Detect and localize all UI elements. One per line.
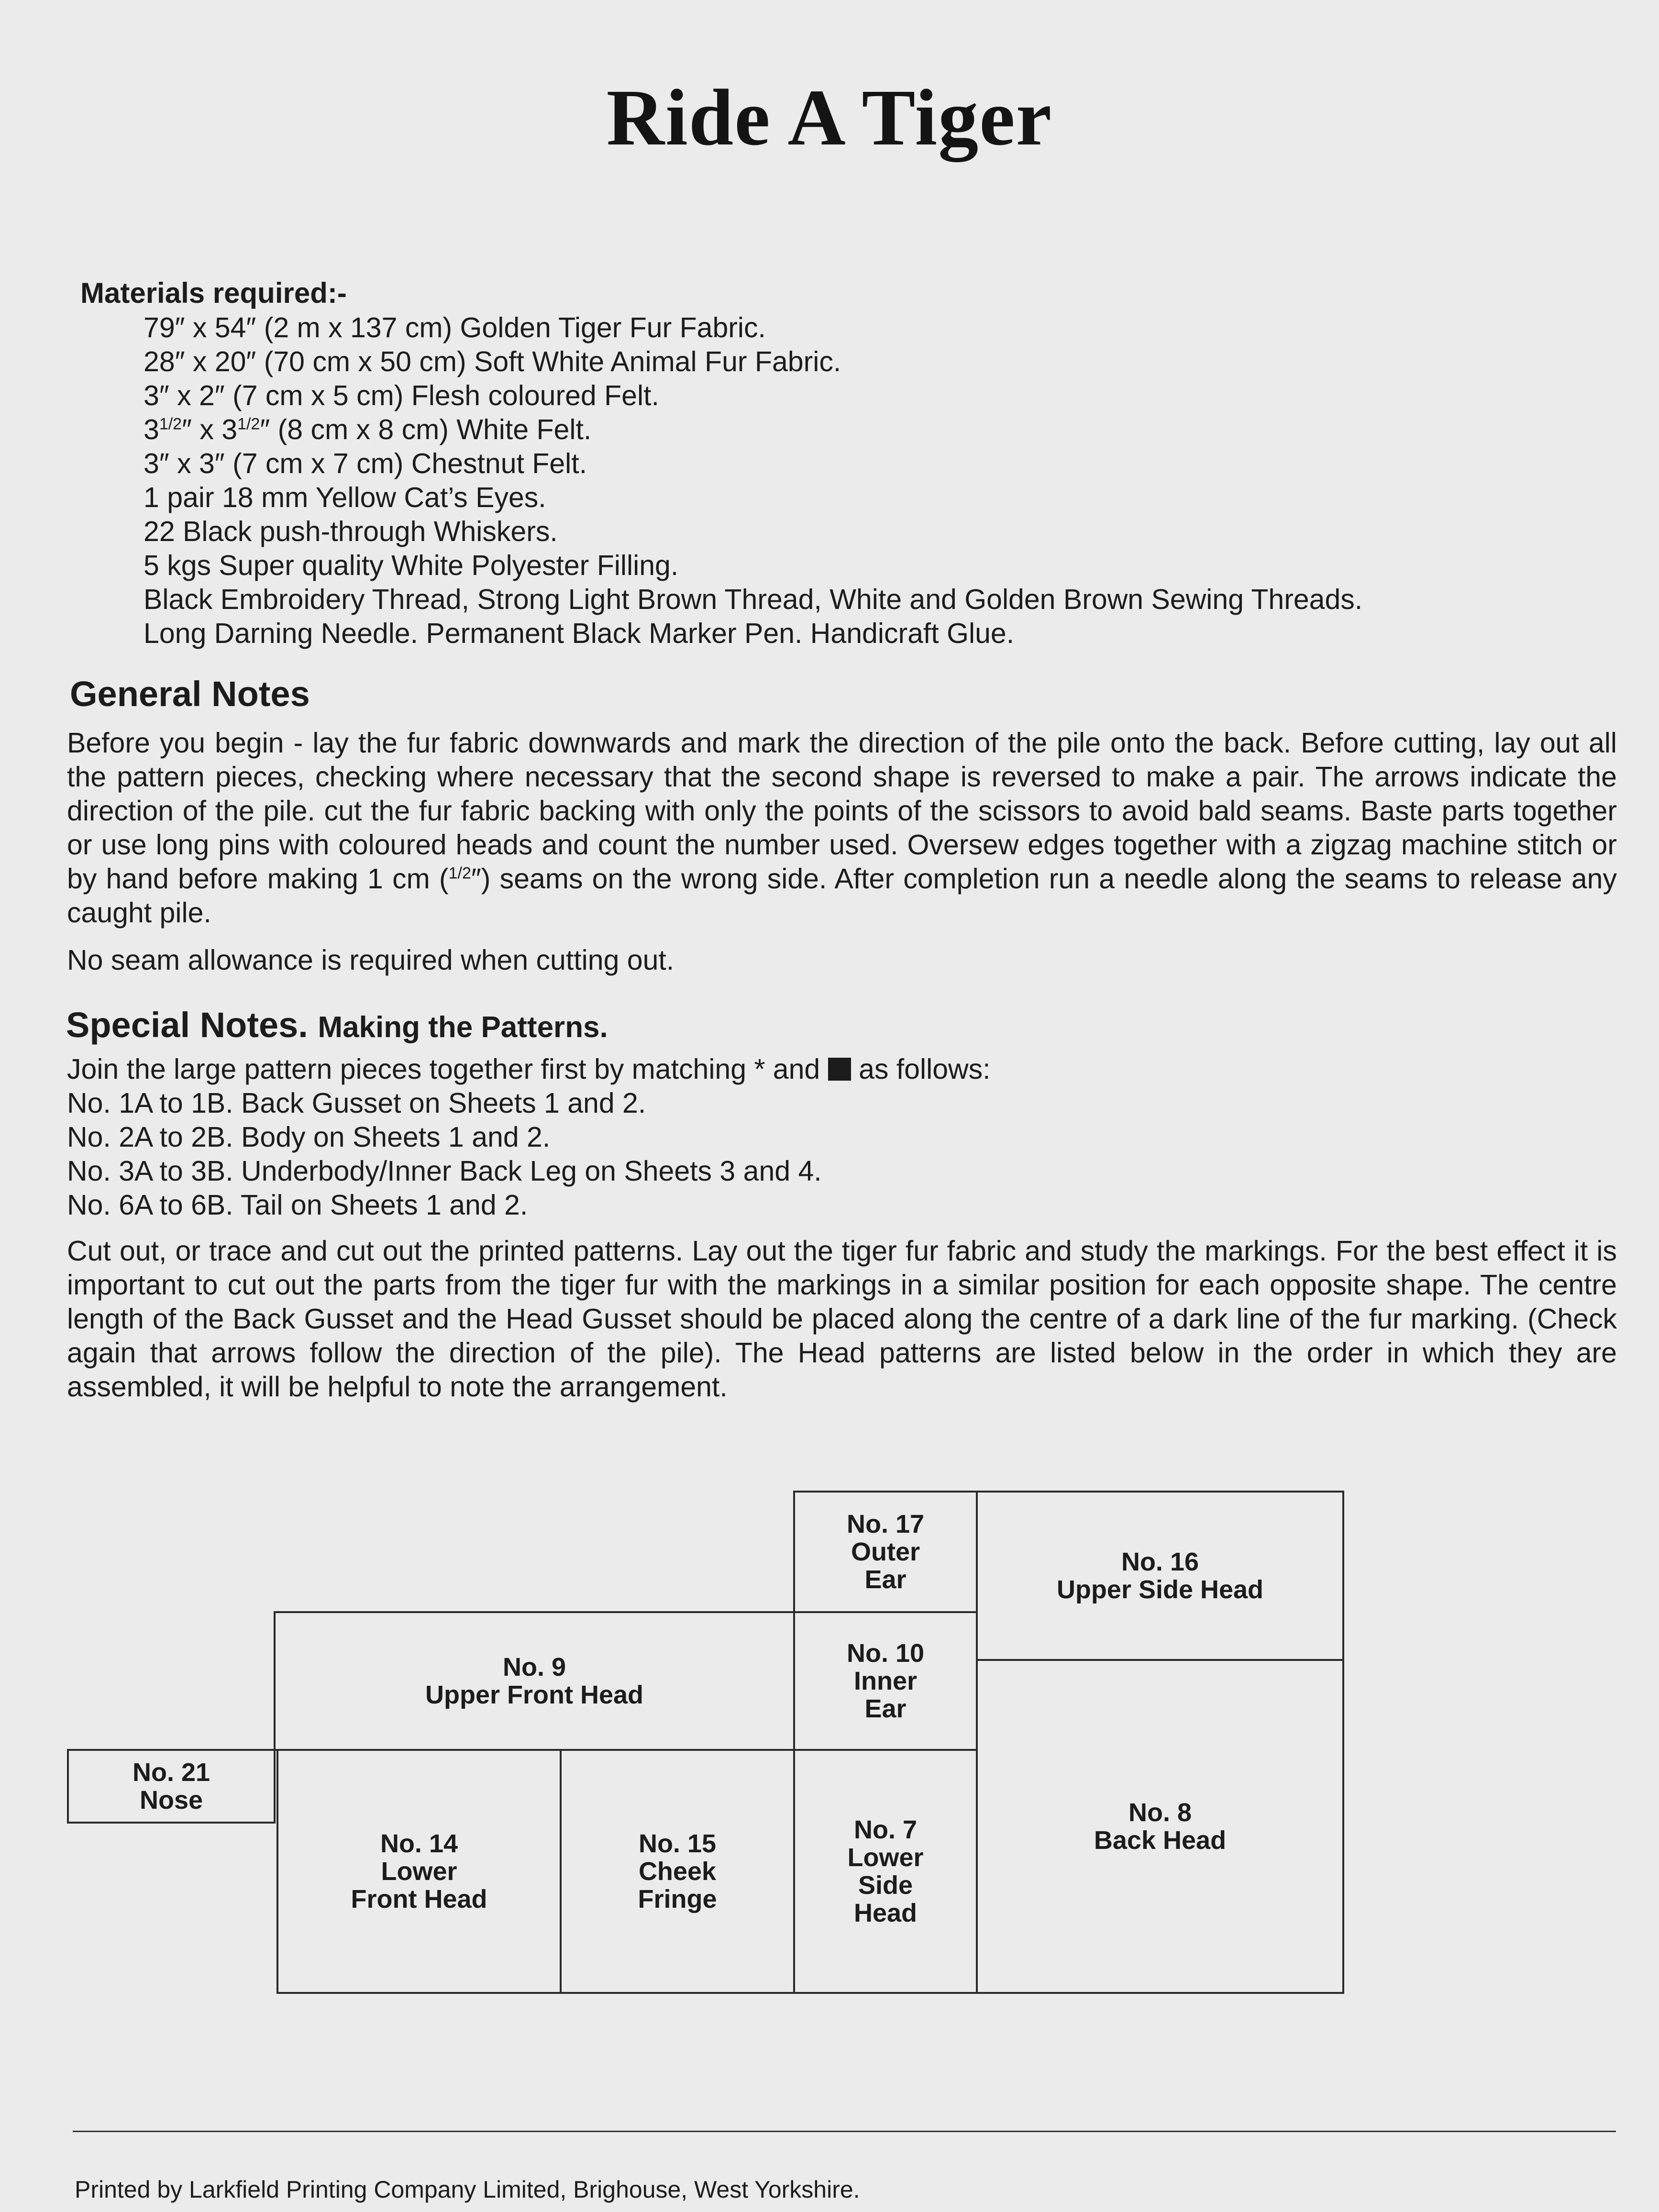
join-list	[67, 1086, 822, 1222]
cut-out-instructions: Cut out, or trace and cut out the printed patterns. Lay out the tiger fur fabric and study the markings. For the best effect it is important to cut out the parts from the tiger fur with the markings in a similar position for each opposite shape. The centre length of the Back Gusset and the Head Gusset should be placed along the centre of a dark line of the fur marking. (Check again that arrows follow the direction of the pile). The Head patterns are listed below in the order in which they are assembled, it will be helpful to note the arrangement.	[67, 1235, 1617, 1403]
fraction-half: 1/2	[448, 864, 471, 883]
printer-credit: Printed by Larkfield Printing Company Limited, Brighouse, West Yorkshire.	[75, 2176, 860, 2203]
special-notes-title: Special Notes.	[66, 1005, 308, 1045]
footer-divider	[73, 2131, 1616, 2132]
diagram-cell-inner-ear: No. 10 Inner Ear	[793, 1611, 978, 1751]
materials-item: 3″ x 2″ (7 cm x 5 cm) Flesh coloured Felt.	[144, 380, 659, 411]
special-notes-subtitle: Making the Patterns.	[318, 1011, 608, 1044]
diagram-cell-nose: No. 21 Nose	[67, 1749, 276, 1824]
join-item: No. 1A to 1B. Back Gusset on Sheets 1 and 2.	[67, 1087, 646, 1119]
general-notes-heading: General Notes	[70, 674, 310, 714]
diagram-cell-lower-front-head: No. 14 Lower Front Head	[276, 1749, 562, 1994]
diagram-cell-cheek-fringe: No. 15 Cheek Fringe	[560, 1749, 795, 1994]
general-notes-text-b: ″) seams on the wrong side. After completion run a needle along the seams to release any caught pile.	[67, 863, 1617, 929]
diagram-cell-upper-side-head: No. 16 Upper Side Head	[976, 1491, 1344, 1661]
materials-item: 22 Black push-through Whiskers.	[144, 516, 558, 547]
join-intro	[67, 1052, 1617, 1086]
join-item: No. 6A to 6B. Tail on Sheets 1 and 2.	[67, 1189, 528, 1221]
materials-heading: Materials required:-	[80, 277, 347, 309]
diagram-cell-outer-ear: No. 17 Outer Ear	[793, 1491, 978, 1613]
join-item: No. 2A to 2B. Body on Sheets 1 and 2.	[67, 1121, 551, 1153]
diagram-cell-lower-side-head: No. 7 Lower Side Head	[793, 1749, 978, 1994]
materials-item: Black Embroidery Thread, Strong Light Brown Thread, White and Golden Brown Sewing Threads.	[144, 584, 1363, 615]
no-seam-note: No seam allowance is required when cutting out.	[67, 944, 675, 976]
materials-item: $3^{1/2}''$ x $3^{1/2}''$ (8 cm x 8 cm) White Felt.	[144, 414, 592, 445]
diagram-cell-upper-front-head: No. 9 Upper Front Head	[274, 1611, 795, 1751]
fraction-half: 1/2	[159, 415, 182, 433]
materials-item: 3″ x 3″ (7 cm x 7 cm) Chestnut Felt.	[144, 448, 587, 479]
materials-list	[144, 311, 1579, 651]
materials-item: 1 pair 18 mm Yellow Cat’s Eyes.	[144, 482, 546, 513]
materials-item: 28″ x 20″ (70 cm x 50 cm) Soft White Animal Fur Fabric.	[144, 346, 841, 377]
materials-item-text: ″ (8 cm x 8 cm) White Felt.	[260, 414, 592, 445]
join-intro-a: Join the large pattern pieces together first by matching * and	[67, 1053, 820, 1085]
square-marker-icon	[828, 1058, 851, 1081]
special-notes-heading	[66, 1005, 608, 1045]
join-item: No. 3A to 3B. Underbody/Inner Back Leg on Sheets 3 and 4.	[67, 1155, 822, 1187]
general-notes-text	[67, 726, 1617, 930]
materials-item: Long Darning Needle. Permanent Black Marker Pen. Handicraft Glue.	[144, 618, 1015, 649]
diagram-cell-back-head: No. 8 Back Head	[976, 1659, 1344, 1994]
materials-item: 79″ x 54″ (2 m x 137 cm) Golden Tiger Fur Fabric.	[144, 312, 766, 343]
fraction-half: 1/2	[237, 415, 260, 433]
general-notes-text-a: Before you begin - lay the fur fabric downwards and mark the direction of the pile onto the back. Before cutting, lay out all the pattern pieces, checking where necessary that the second shape is reversed to make a pair. The arrows indicate the direction of the pile. cut the fur fabric backing with only the points of the scissors to avoid bald seams. Baste parts together or use long pins with coloured heads and count the number used. Oversew edges together with a zigzag machine stitch or by hand before making 1 cm (	[67, 727, 1617, 895]
page-title: Ride A Tiger	[606, 73, 1053, 162]
join-intro-b: as follows:	[859, 1053, 991, 1085]
materials-item: 5 kgs Super quality White Polyester Filling.	[144, 550, 679, 581]
